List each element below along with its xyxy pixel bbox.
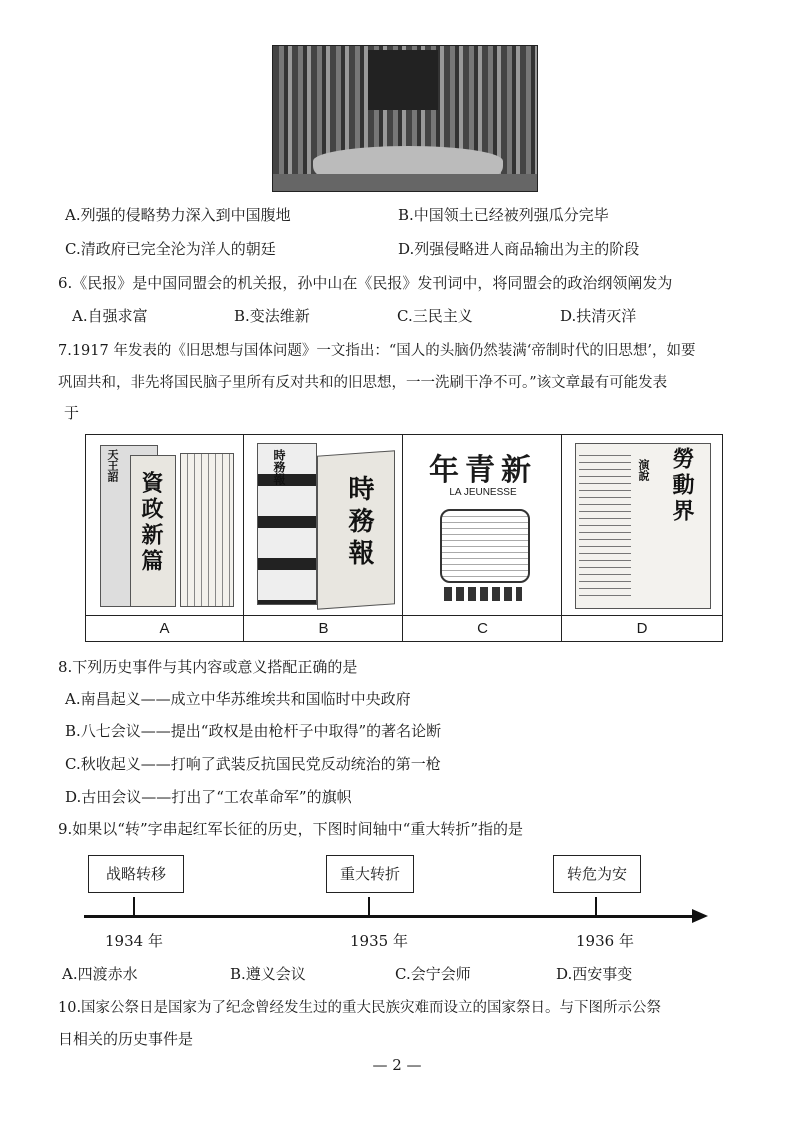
q8-stem: 8.下列历史事件与其内容或意义搭配正确的是 <box>58 658 358 676</box>
timeline-tick-2 <box>368 897 370 917</box>
q8-option-a[interactable]: A.南昌起义——成立中华苏维埃共和国临时中央政府 <box>65 690 411 708</box>
timeline-year-2: 1935 年 <box>350 932 408 950</box>
q7-image-b-title: 時務報 <box>344 475 374 571</box>
q5-option-c[interactable]: C.清政府已完全沦为洋人的朝廷 <box>65 240 276 258</box>
timeline-box-2: 重大转折 <box>326 855 414 893</box>
timeline-tick-1 <box>133 897 135 917</box>
q9-option-d[interactable]: D.西安事变 <box>556 965 633 983</box>
q7-image-b-side: 時務報 <box>272 449 286 485</box>
q7-image-b[interactable] <box>245 435 403 615</box>
q7-label-a: A <box>86 616 244 642</box>
q7-stem-line-1: 7.1917 年发表的《旧思想与国体问题》一文指出：“国人的头脑仍然装满‘帝制时代的旧思想’，如要 <box>58 343 696 359</box>
q7-label-c: C <box>404 616 562 642</box>
q6-option-c[interactable]: C.三民主义 <box>397 307 473 325</box>
q7-stem-line-2: 巩固共和，非先将国民脑子里所有反对共和的旧思想，一一洗刷干净不可。”该文章最有可能发表 <box>58 375 668 391</box>
q5-option-b[interactable]: B.中国领土已经被列强瓜分完毕 <box>398 206 609 224</box>
q6-stem: 6.《民报》是中国同盟会的机关报，孙中山在《民报》发刊词中，将同盟会的政治纲领阐发为 <box>58 274 673 292</box>
q10-stem-line-1: 10.国家公祭日是国家为了纪念曾经发生过的重大民族灾难而设立的国家祭日。与下图所示公祭 <box>58 1000 662 1016</box>
q9-option-b[interactable]: B.遵义会议 <box>230 965 306 983</box>
q9-option-c[interactable]: C.会宁会师 <box>395 965 471 983</box>
historical-photo <box>272 45 538 192</box>
q7-image-a-title: 資政新篇 <box>138 471 164 575</box>
q7-image-c-subtitle: LA JEUNESSE <box>449 487 517 498</box>
q10-stem-line-2: 日相关的历史事件是 <box>58 1030 194 1048</box>
q9-stem: 9.如果以“转”字串起红军长征的历史，下图时间轴中“重大转折”指的是 <box>58 820 523 838</box>
q6-option-b[interactable]: B.变法维新 <box>234 307 310 325</box>
q7-label-d: D <box>636 620 648 637</box>
q8-option-d[interactable]: D.古田会议——打出了“工农革命军”的旗帜 <box>65 788 352 806</box>
q7-image-d-title: 勞動界 <box>669 447 695 525</box>
q5-option-a[interactable]: A.列强的侵略势力深入到中国腹地 <box>65 206 291 224</box>
q7-image-a-side: 天王詔 <box>106 449 119 482</box>
q7-image-d[interactable] <box>563 435 721 615</box>
q7-stem-line-3: 于 <box>64 404 80 422</box>
q6-option-d[interactable]: D.扶清灭洋 <box>560 307 637 325</box>
timeline-box-3: 转危为安 <box>553 855 641 893</box>
q7-image-c-title: 年青新 <box>429 453 537 488</box>
timeline-arrow-icon <box>692 909 708 923</box>
timeline-axis <box>84 915 696 918</box>
q7-image-a[interactable] <box>86 435 244 615</box>
page-number: — 2 — <box>372 1056 422 1074</box>
q5-option-d[interactable]: D.列强侵略进人商品输出为主的阶段 <box>398 240 640 258</box>
q9-option-a[interactable]: A.四渡赤水 <box>62 965 138 983</box>
q8-option-b[interactable]: B.八七会议——提出“政权是由枪杆子中取得”的著名论断 <box>65 722 442 740</box>
q7-image-gallery <box>85 434 723 642</box>
q7-image-d-side: 演說 <box>637 459 650 481</box>
q7-label-b: B <box>245 616 403 642</box>
timeline-year-1: 1934 年 <box>105 932 163 950</box>
q7-image-c[interactable] <box>404 435 562 615</box>
q8-option-c[interactable]: C.秋收起义——打响了武装反抗国民党反动统治的第一枪 <box>65 755 441 773</box>
q6-option-a[interactable]: A.自强求富 <box>72 307 148 325</box>
timeline-tick-3 <box>595 897 597 917</box>
timeline-year-3: 1936 年 <box>576 932 634 950</box>
timeline-box-1: 战略转移 <box>88 855 184 893</box>
